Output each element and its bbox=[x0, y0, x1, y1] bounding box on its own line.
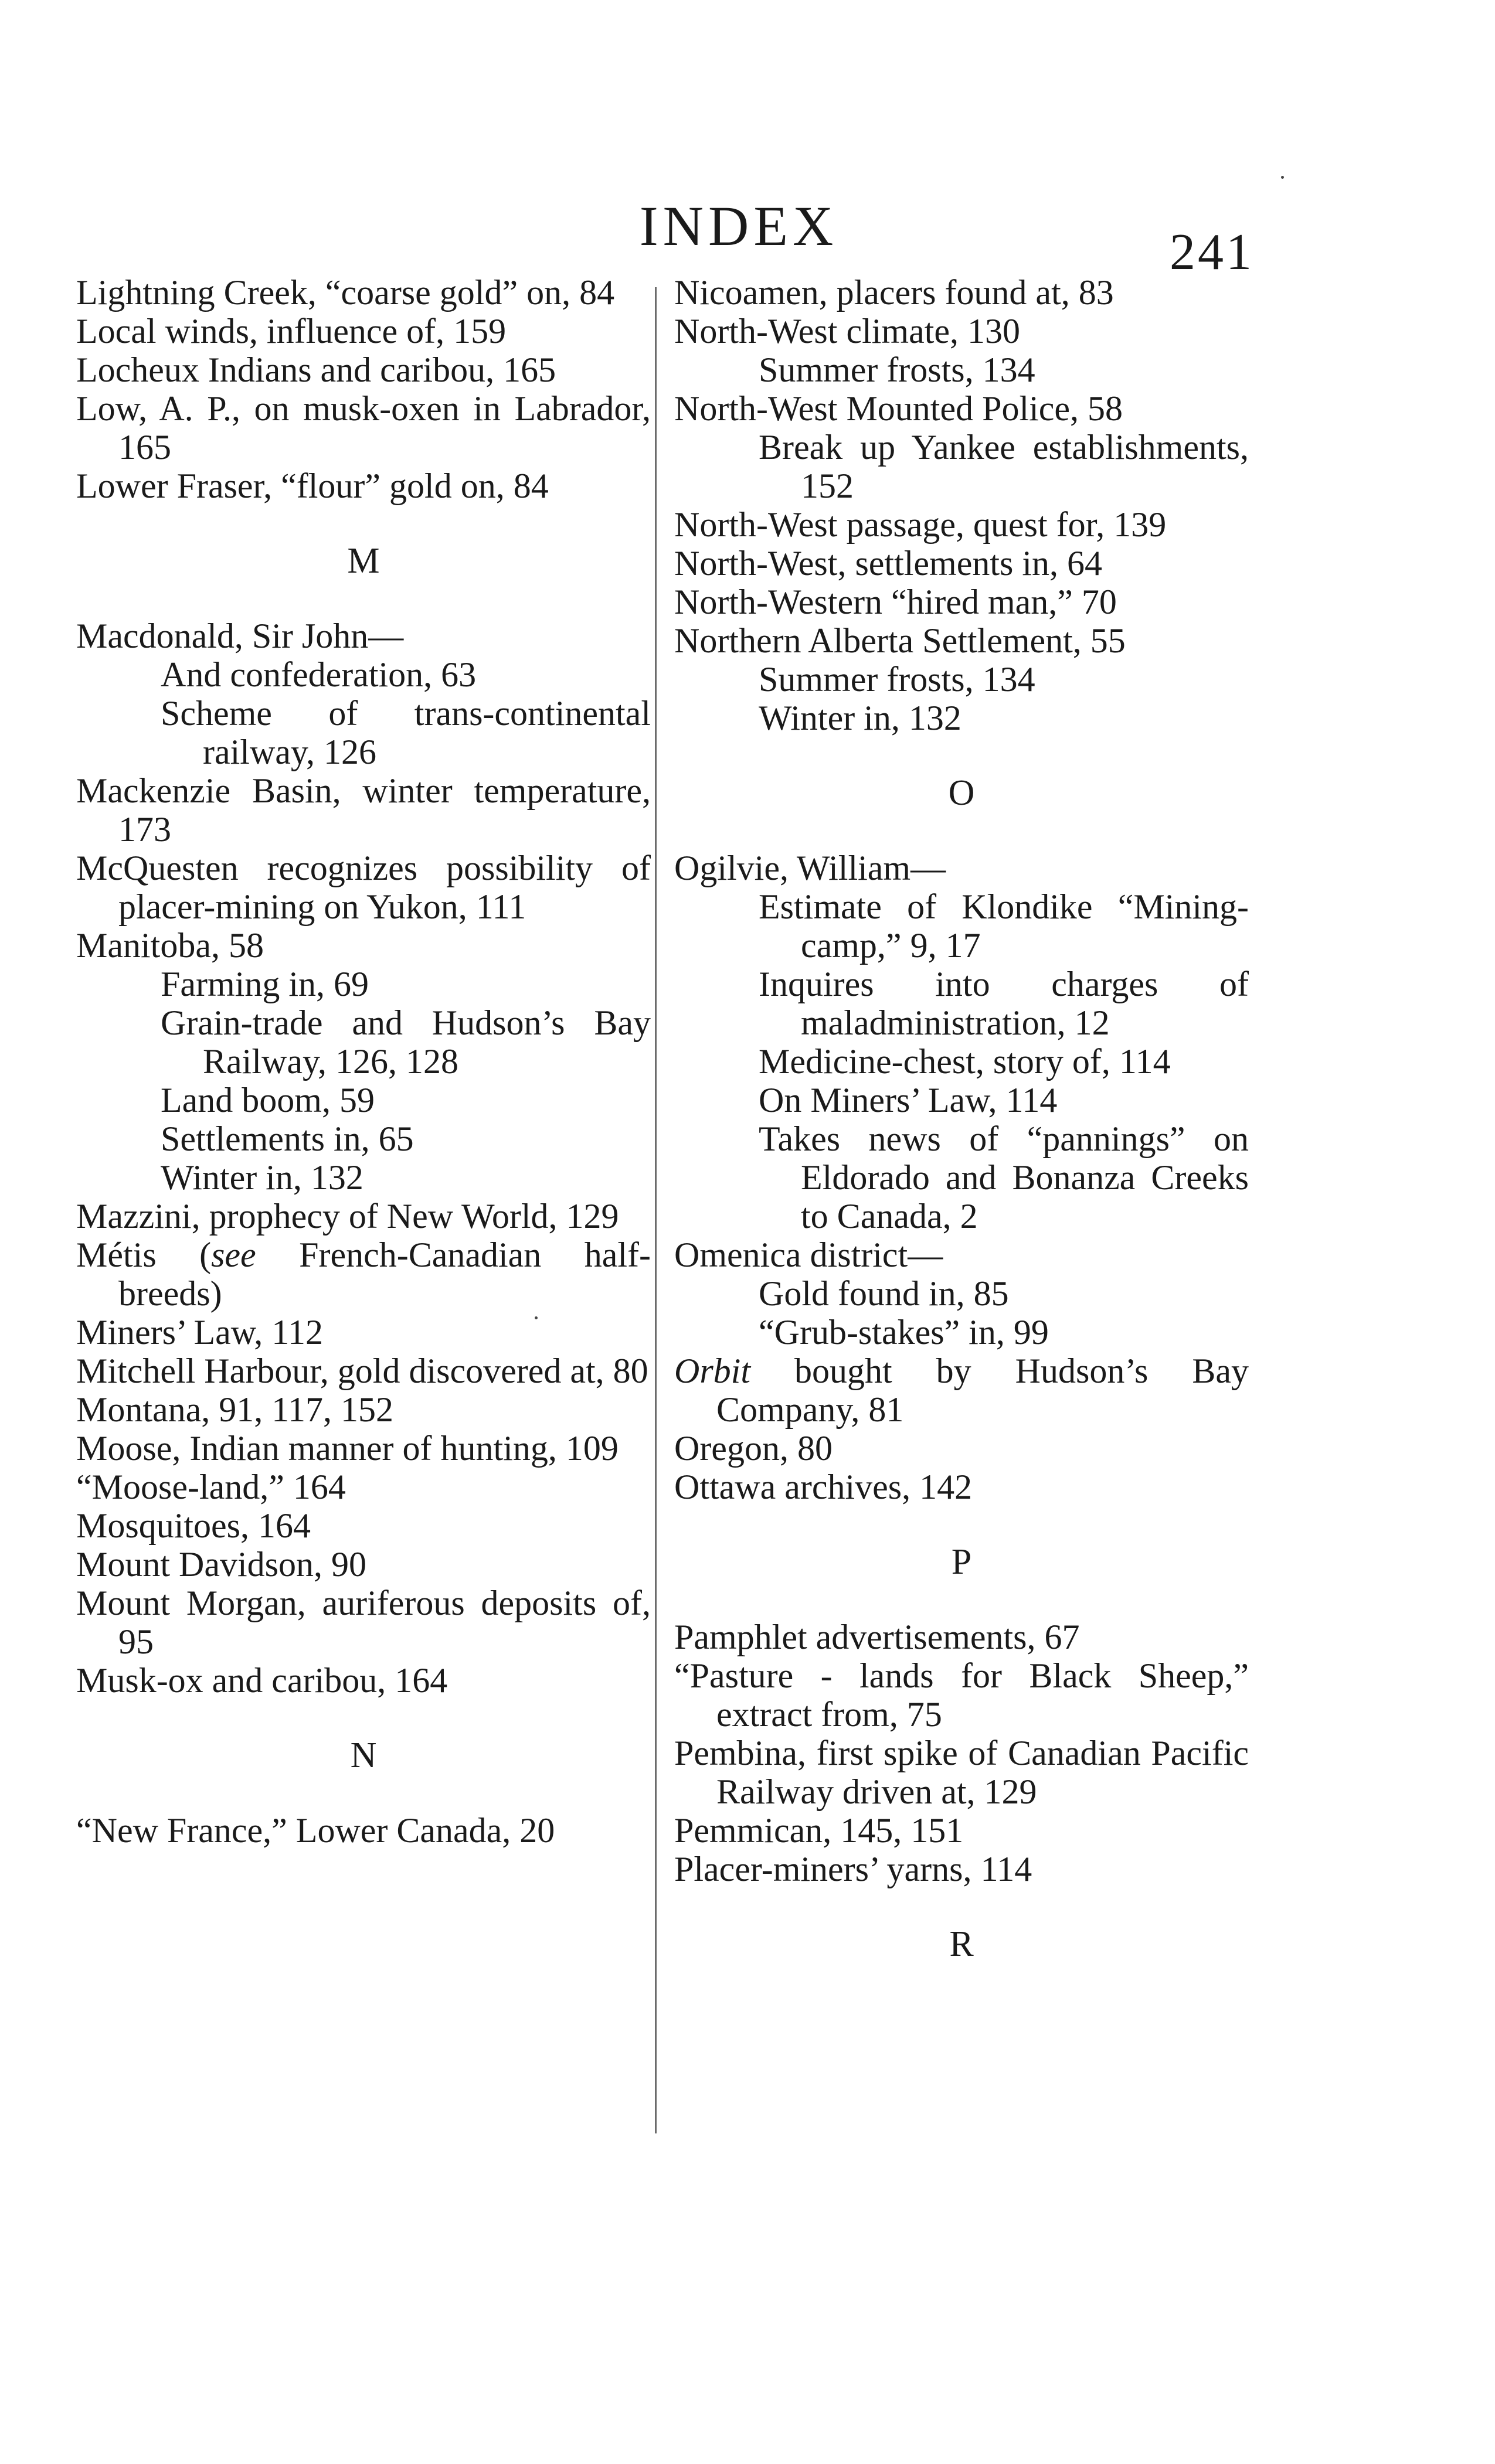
index-entry: North-West passage, quest for, 139 bbox=[674, 505, 1167, 544]
index-entry: Manitoba, 58 bbox=[76, 926, 264, 965]
index-entry: “Pasture - lands for Black Sheep,” extract from, 75 bbox=[674, 1656, 1249, 1734]
section-letter: M bbox=[347, 541, 380, 581]
index-entry bbox=[674, 1352, 1249, 1429]
index-entry: Pembina, first spike of Canadian Pacific Railway driven at, 129 bbox=[674, 1734, 1249, 1811]
index-entry: Macdonald, Sir John— bbox=[76, 617, 404, 655]
section-letter: P bbox=[951, 1542, 972, 1582]
index-subentry: Winter in, 132 bbox=[161, 1158, 363, 1197]
section-letter: N bbox=[350, 1735, 377, 1775]
index-entry: Omenica district— bbox=[674, 1236, 943, 1274]
index-entry: Ottawa archives, 142 bbox=[674, 1468, 973, 1506]
index-subentry: Estimate of Klondike “Mining-camp,” 9, 17 bbox=[759, 887, 1249, 965]
index-subentry: Summer frosts, 134 bbox=[759, 350, 1035, 389]
index-entry: Mount Davidson, 90 bbox=[76, 1545, 366, 1584]
left-index-column bbox=[76, 273, 651, 1850]
index-entry: Northern Alberta Settlement, 55 bbox=[674, 621, 1126, 660]
index-entry: “Moose-land,” 164 bbox=[76, 1468, 346, 1506]
entry-text: French-Canadian half-breeds) bbox=[118, 1236, 651, 1313]
index-entry: North-Western “hired man,” 70 bbox=[674, 583, 1117, 621]
index-subentry: Grain-trade and Hudson’s Bay Railway, 126, 128 bbox=[161, 1003, 651, 1081]
index-entry: Nicoamen, placers found at, 83 bbox=[674, 273, 1114, 312]
index-entry: Ogilvie, William— bbox=[674, 849, 946, 887]
entry-text: Métis ( bbox=[76, 1236, 212, 1274]
index-entry: North-West Mounted Police, 58 bbox=[674, 389, 1123, 428]
section-letter: R bbox=[949, 1924, 974, 1964]
index-subentry: Farming in, 69 bbox=[161, 965, 369, 1003]
index-subentry: And confederation, 63 bbox=[161, 655, 477, 694]
index-entry: Lower Fraser, “flour” gold on, 84 bbox=[76, 467, 549, 505]
index-subentry: On Miners’ Law, 114 bbox=[759, 1081, 1058, 1119]
index-entry: Lightning Creek, “coarse gold” on, 84 bbox=[76, 273, 615, 312]
index-subentry: Summer frosts, 134 bbox=[759, 660, 1035, 699]
index-entry: McQuesten recognizes possibility of placer-mining on Yukon, 111 bbox=[76, 849, 651, 926]
index-subentry: “Grub-stakes” in, 99 bbox=[759, 1313, 1049, 1352]
index-entry: Pemmican, 145, 151 bbox=[674, 1811, 964, 1850]
index-subentry: Inquires into charges of maladministration, 12 bbox=[759, 965, 1249, 1042]
index-subentry: Takes news of “pannings” on Eldorado and Bonanza Creeks to Canada, 2 bbox=[759, 1119, 1249, 1236]
right-index-column bbox=[674, 273, 1249, 2000]
index-subentry: Land boom, 59 bbox=[161, 1081, 375, 1119]
index-entry: Mount Morgan, auriferous deposits of, 95 bbox=[76, 1584, 651, 1661]
index-entry: Locheux Indians and caribou, 165 bbox=[76, 350, 556, 389]
page-number: 241 bbox=[1170, 224, 1254, 281]
index-subentry: Break up Yankee establishments, 152 bbox=[759, 428, 1249, 505]
index-entry: Mitchell Harbour, gold discovered at, 80 bbox=[76, 1352, 648, 1390]
index-entry: Montana, 91, 117, 152 bbox=[76, 1390, 394, 1429]
index-entry: North-West, settlements in, 64 bbox=[674, 544, 1103, 583]
index-entry: Mazzini, prophecy of New World, 129 bbox=[76, 1197, 619, 1236]
index-entry: Mosquitoes, 164 bbox=[76, 1506, 311, 1545]
entry-italic-text: see bbox=[211, 1236, 256, 1274]
index-entry bbox=[76, 1236, 651, 1313]
index-subentry: Settlements in, 65 bbox=[161, 1119, 414, 1158]
section-letter: O bbox=[948, 773, 975, 813]
index-entry: Musk-ox and caribou, 164 bbox=[76, 1661, 448, 1700]
index-subentry: Winter in, 132 bbox=[759, 699, 961, 737]
index-subentry: Medicine-chest, story of, 114 bbox=[759, 1042, 1171, 1081]
index-entry: Placer-miners’ yarns, 114 bbox=[674, 1850, 1032, 1888]
ink-speck bbox=[535, 1316, 538, 1319]
page-heading: INDEX bbox=[639, 195, 838, 257]
index-subentry: Scheme of trans-continental railway, 126 bbox=[161, 694, 651, 771]
index-entry: Moose, Indian manner of hunting, 109 bbox=[76, 1429, 619, 1468]
index-entry: North-West climate, 130 bbox=[674, 312, 1021, 350]
entry-text: bought by Hudson’s Bay Company, 81 bbox=[716, 1352, 1249, 1429]
index-entry: Pamphlet advertisements, 67 bbox=[674, 1618, 1080, 1656]
index-entry: Low, A. P., on musk-oxen in Labrador, 165 bbox=[76, 389, 651, 467]
index-subentry: Gold found in, 85 bbox=[759, 1274, 1009, 1313]
index-entry: “New France,” Lower Canada, 20 bbox=[76, 1811, 555, 1850]
column-rule bbox=[655, 287, 657, 2133]
index-entry: Miners’ Law, 112 bbox=[76, 1313, 323, 1352]
index-entry: Mackenzie Basin, winter temperature, 173 bbox=[76, 771, 651, 849]
index-entry: Local winds, influence of, 159 bbox=[76, 312, 507, 350]
index-entry: Oregon, 80 bbox=[674, 1429, 833, 1468]
entry-italic-text: Orbit bbox=[674, 1352, 751, 1390]
ink-speck bbox=[1281, 176, 1284, 179]
